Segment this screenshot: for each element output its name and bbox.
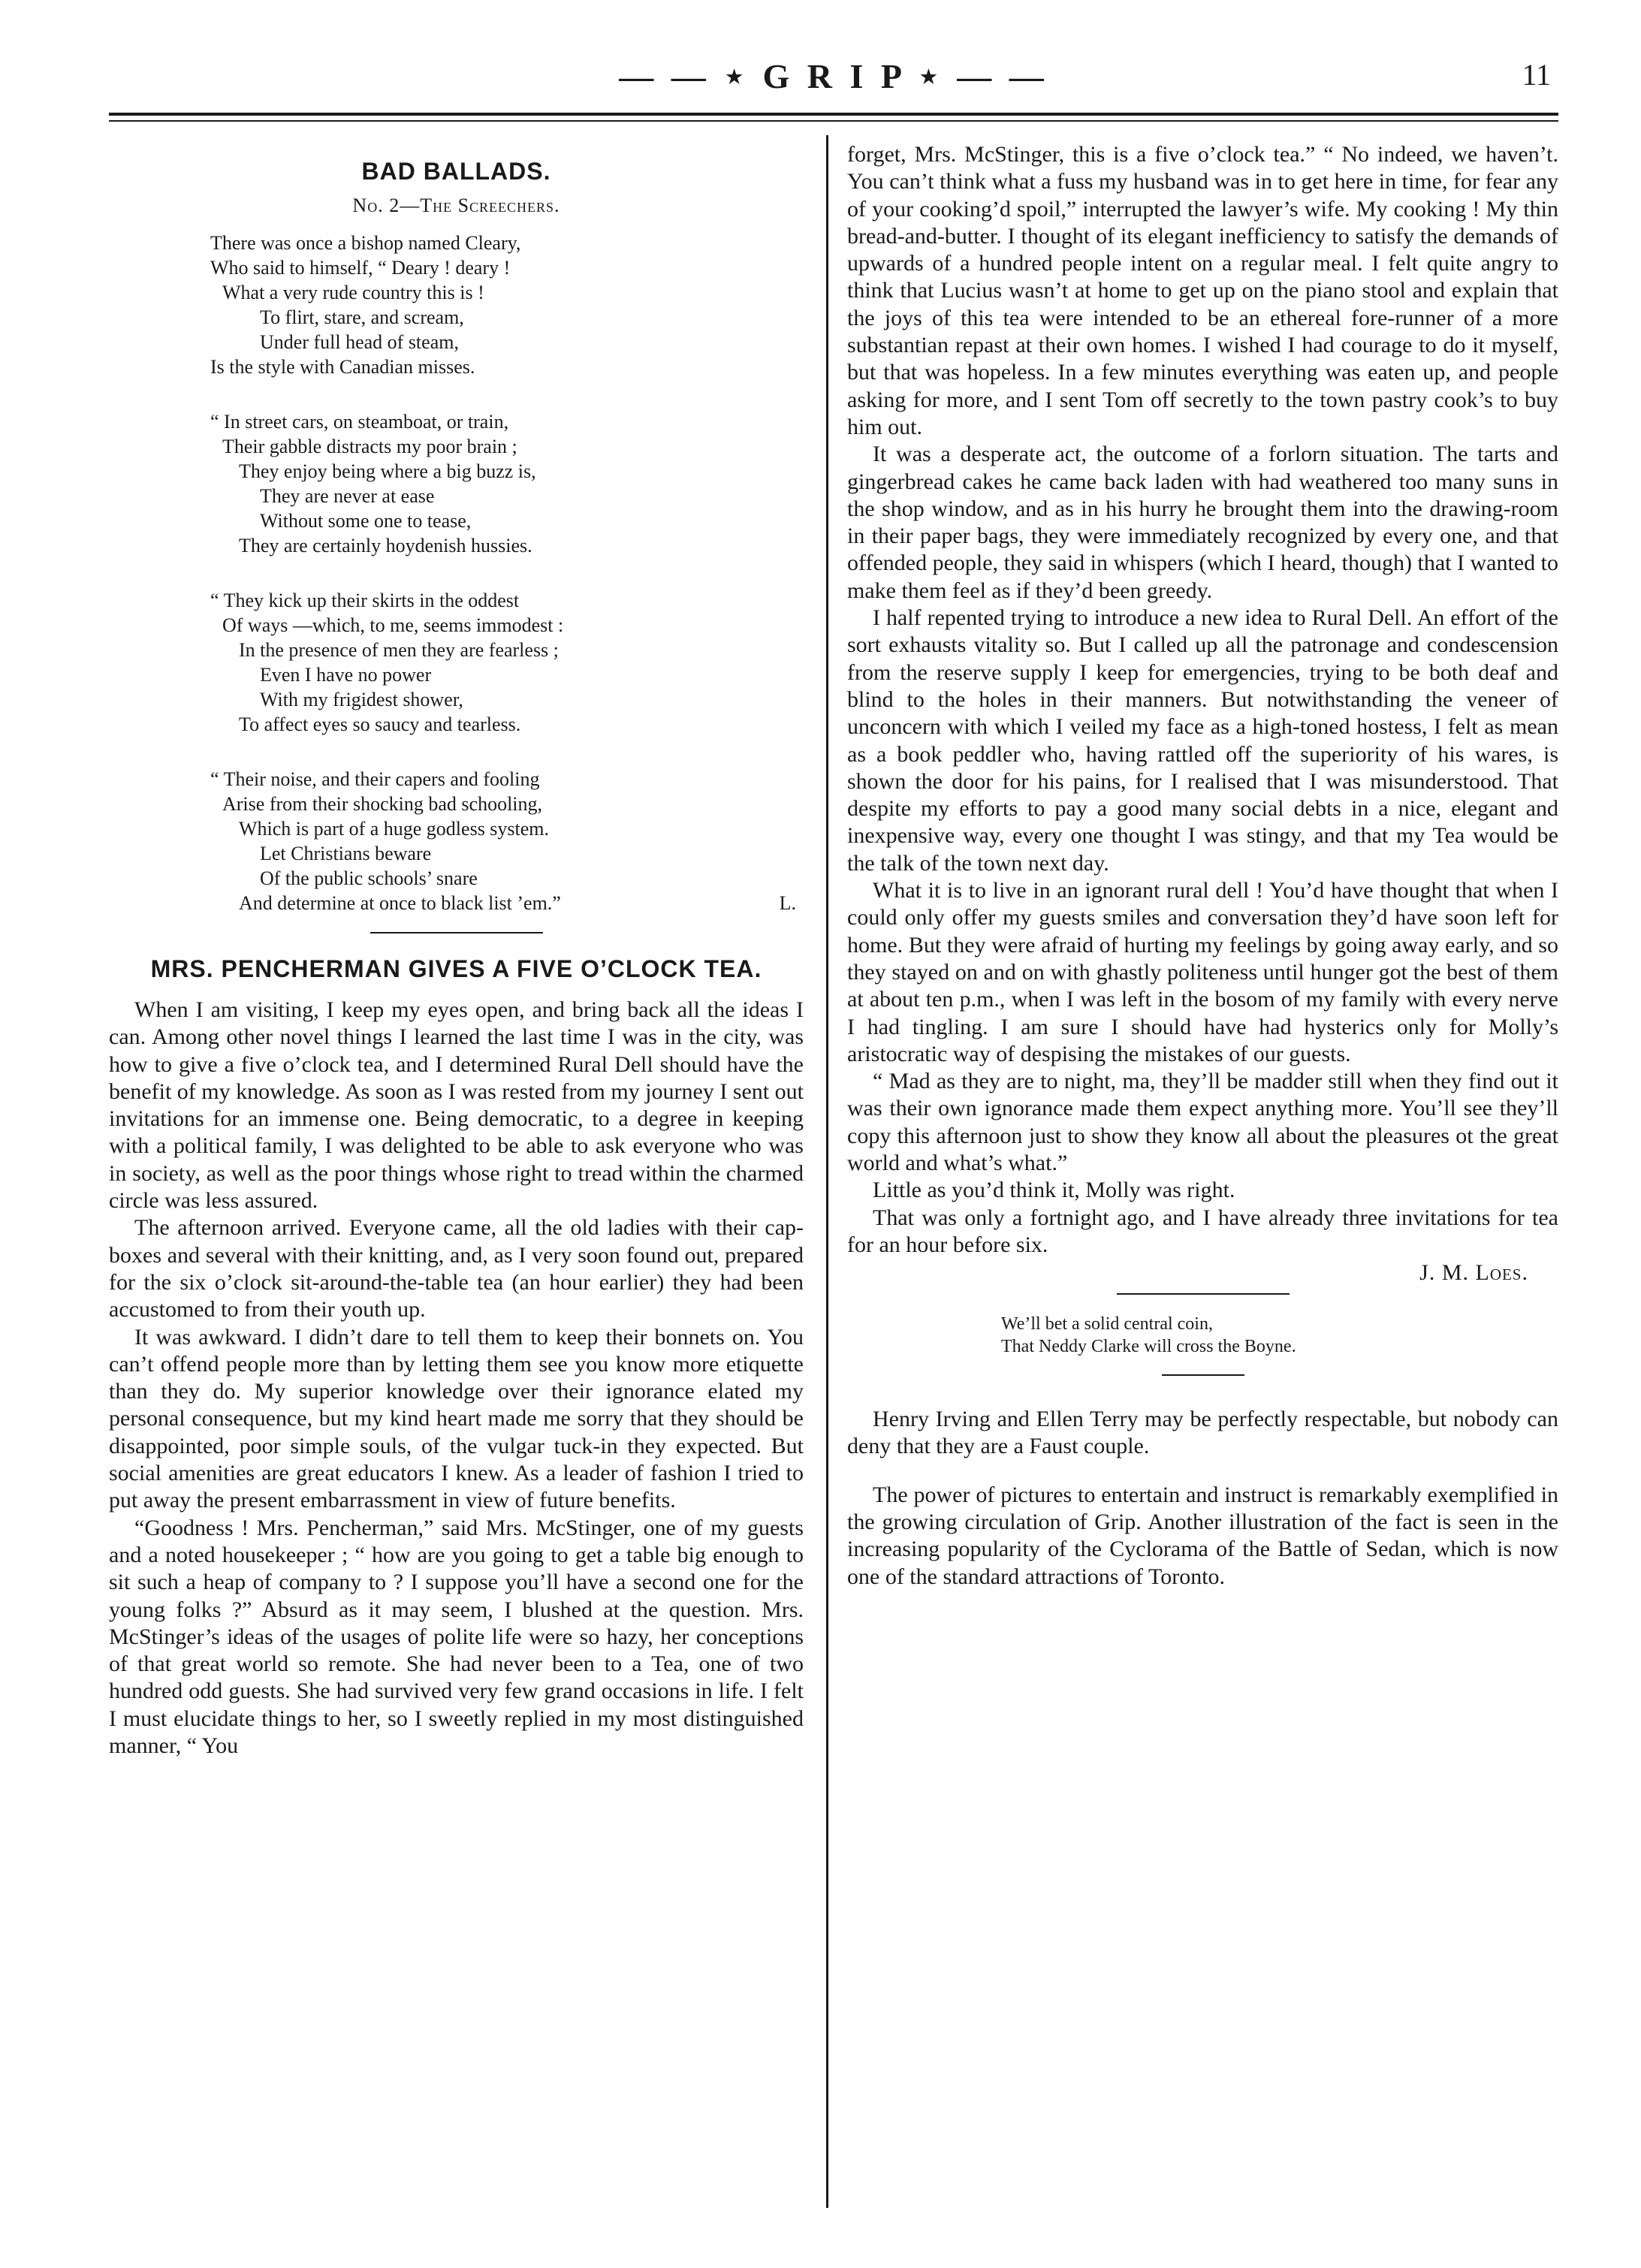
masthead bbox=[109, 51, 1558, 96]
story-paragraph: The afternoon arrived. Everyone came, all the old ladies with their cap-boxes and several with their knitting, and, as I very soon found out, prepared for the six o’clock sit-around-the-table tea (an hour earlier) they had been accustomed to from their youth up. bbox=[109, 1215, 804, 1322]
poem-line: Which is part of a huge godless system. bbox=[239, 818, 550, 840]
poem-line: Arise from their shocking bad schooling, bbox=[222, 793, 543, 815]
poem-line: What a very rude country this is ! bbox=[222, 282, 484, 303]
poem-line: With my frigidest shower, bbox=[260, 689, 463, 710]
ballad-stanza bbox=[210, 588, 804, 737]
section-divider bbox=[1162, 1374, 1244, 1376]
story-paragraph: “Goodness ! Mrs. Pencherman,” said Mrs. McStinger, one of my guests and a noted housekeeper ; “ how are you going to get a table big enough to sit such a heap of company to ? I suppose you’ll have a second one for the young folks ?” Absurd as it may seem, I blushed at the question. Mrs. McStinger’s ideas of the usages of polite life were so hazy, her conceptions of that great world so remote. She had never been to a Tea, one of two hundred odd guests. She had survived very few grand occasions in life. I felt I must elucidate things to her, so I sweetly replied in my most distinguished manner, “ You bbox=[109, 1515, 804, 1759]
poem-line: Who said to himself, “ Deary ! deary ! bbox=[210, 257, 511, 279]
ballad-stanza bbox=[210, 231, 804, 379]
poem-line: They are never at ease bbox=[260, 485, 435, 507]
poem-line bbox=[210, 891, 804, 915]
story-paragraph: When I am visiting, I keep my eyes open, and bring back all the ideas I can. Among other novel things I learned the last time I was in the city, was how to give a five o’clock tea, and I determined Rural Dell should have the benefit of my knowledge. As soon as I was rested from my journey I sent out invitations for an immense one. Being democratic, to a degree in keeping with a political family, I was delighted to be able to ask everyone who was in society, as well as the poor things whose right to tread within the charmed circle was less assured. bbox=[109, 997, 804, 1214]
ballad-subheading: No. 2—The Screechers. bbox=[352, 195, 560, 216]
story-right-text bbox=[847, 141, 1558, 1259]
story-heading: MRS. PENCHERMAN GIVES A FIVE O’CLOCK TEA. bbox=[150, 955, 762, 982]
story-author: J. M. Loes. bbox=[1419, 1260, 1528, 1286]
header-rule-thin bbox=[109, 120, 1558, 122]
page-number: 11 bbox=[1522, 58, 1551, 92]
poem-line: To flirt, stare, and scream, bbox=[260, 306, 464, 328]
section-divider bbox=[1117, 1293, 1290, 1295]
note-paragraph: Henry Irving and Ellen Terry may be perfectly respectable, but nobody can deny that they are a Faust couple. bbox=[847, 1407, 1558, 1459]
poem-line-text: And determine at once to black list ’em.” bbox=[239, 892, 561, 914]
couplet-line: We’ll bet a solid central coin, bbox=[1001, 1314, 1213, 1335]
poem-line: Is the style with Canadian misses. bbox=[210, 356, 475, 378]
poem-line: They enjoy being where a big buzz is, bbox=[239, 460, 536, 482]
couplet bbox=[1001, 1313, 1558, 1358]
story-paragraph: “ Mad as they are to night, ma, they’ll be madder still when they find out it was their own ignorance made them expect anything more. You’ll see they’ll copy this afternoon just to show they know all about the pleasures ot the great world and what’s what.” bbox=[847, 1069, 1558, 1175]
story-paragraph: What it is to live in an ignorant rural dell ! You’d have thought that when I could only offer my guests smiles and conversation they’d have soon left for home. But they were afraid of hurting my feelings by going away early, and so they stayed on and on with ghastly politeness until hunger got the best of them at about ten p.m., when I was left in the bosom of my family with every nerve I had tingling. I am sure I should have had hysterics only for Molly’s aristocratic way of despising the mistakes of our guests. bbox=[847, 878, 1558, 1066]
story-paragraph: I half repented trying to introduce a new idea to Rural Dell. An effort of the sort exhausts vitality so. But I called up all the patronage and condescension from the reserve supply I keep for emergencies, trying to be both deaf and blind to the holes in their manners. But notwithstanding the veneer of unconcern with which I veiled my face as a high-toned hostess, I felt as mean as a book peddler who, having rattled off the superiority of his wares, is shown the door for his pains, for I realised that I was misunderstood. That despite my efforts to pay a good many social debts in a nice, elegant and inexpensive way, every one thought I was stingy, and that my Tea would be the talk of the town next day. bbox=[847, 605, 1558, 876]
periodical-title: — — ⋆ G R I P ⋆ — — bbox=[619, 57, 1048, 95]
story-paragraph: It was awkward. I didn’t dare to tell them to keep their bonnets on. You can’t offend people more than by letting them see you know more etiquette than they do. My superior knowledge over their ignorance elated my personal consequence, but my kind heart made me sorry that they should be disappointed, poor simple souls, of the vulgar tuck-in they expected. But social amenities are great educators I knew. As a leader of fashion I tried to put away the present embarrassment in view of future benefits. bbox=[109, 1324, 804, 1513]
poem-line: Even I have no power bbox=[260, 664, 432, 686]
poem-line: Let Christians beware bbox=[260, 843, 432, 864]
column-divider bbox=[826, 135, 828, 2208]
poem-line: They are certainly hoydenish hussies. bbox=[239, 535, 532, 556]
poem-line: Under full head of steam, bbox=[260, 331, 459, 353]
note-gap bbox=[847, 1461, 1558, 1482]
poem-line: To affect eyes so saucy and tearless. bbox=[239, 713, 521, 735]
poem-line: Their gabble distracts my poor brain ; bbox=[222, 436, 517, 457]
left-column bbox=[109, 141, 804, 1760]
ballad-stanza bbox=[210, 409, 804, 558]
poem-line: Of the public schools’ snare bbox=[260, 867, 478, 889]
ballad-heading: BAD BALLADS. bbox=[361, 158, 551, 185]
ballad-signature: L. bbox=[779, 892, 796, 914]
story-paragraph: That was only a fortnight ago, and I have already three invitations for tea for an hour before six. bbox=[847, 1205, 1558, 1257]
story-paragraph: forget, Mrs. McStinger, this is a five o’clock tea.” “ No indeed, we haven’t. You can’t think what a fuss my husband was in to get here in time, for fear any of your cooking’d spoil,” interrupted the lawyer’s wife. My cooking ! My thin bread-and-butter. I thought of its elegant inefficiency to satisfy the demands of upwards of a hundred people intent on a regular meal. I felt quite angry to think that Lucius wasn’t at home to get up on the piano stool and explain that the joys of this tea were intended to be an ethereal fore-runner of a more substantian repast at their own homes. I wished I had courage to do it myself, but that was hopeless. In a few minutes everything was eaten up, and people asking for more, and I sent Tom off secretly to the town pastry cook’s to buy him out. bbox=[847, 142, 1558, 439]
story-left-text bbox=[109, 997, 804, 1760]
notes bbox=[847, 1406, 1558, 1591]
couplet-line: That Neddy Clarke will cross the Boyne. bbox=[1001, 1337, 1296, 1357]
right-column bbox=[847, 141, 1558, 1591]
section-divider bbox=[370, 932, 543, 933]
poem-line: In the presence of men they are fearless ; bbox=[239, 639, 559, 661]
note-paragraph: The power of pictures to entertain and instruct is remarkably exemplified in the growing circulation of Grip. Another illustration of the fact is seen in the increasing popularity of the Cyclorama of the Battle of Sedan, which is now one of the standard attractions of Toronto. bbox=[847, 1482, 1558, 1589]
story-paragraph: It was a desperate act, the outcome of a forlorn situation. The tarts and gingerbread cakes he came back laden with had weathered too many suns in the shop window, and as in his hurry he brought them into the drawing-room in their paper bags, they were immediately recognized by every one, and that offended people, they said in whispers (which I heard, though) that I wanted to make them feel as if they’d been greedy. bbox=[847, 442, 1558, 603]
poem-line: Of ways —which, to me, seems immodest : bbox=[222, 614, 564, 636]
poem-line: “ In street cars, on steamboat, or train, bbox=[210, 411, 509, 433]
poem-line: “ They kick up their skirts in the oddest bbox=[210, 590, 520, 611]
story-paragraph: Little as you’d think it, Molly was right. bbox=[873, 1178, 1235, 1203]
poem-line: “ Their noise, and their capers and fooling bbox=[210, 768, 540, 790]
poem-line: There was once a bishop named Cleary, bbox=[210, 232, 521, 254]
ballad-stanza bbox=[210, 767, 804, 915]
header-rule-thick bbox=[109, 113, 1558, 116]
poem-line: Without some one to tease, bbox=[260, 510, 472, 532]
